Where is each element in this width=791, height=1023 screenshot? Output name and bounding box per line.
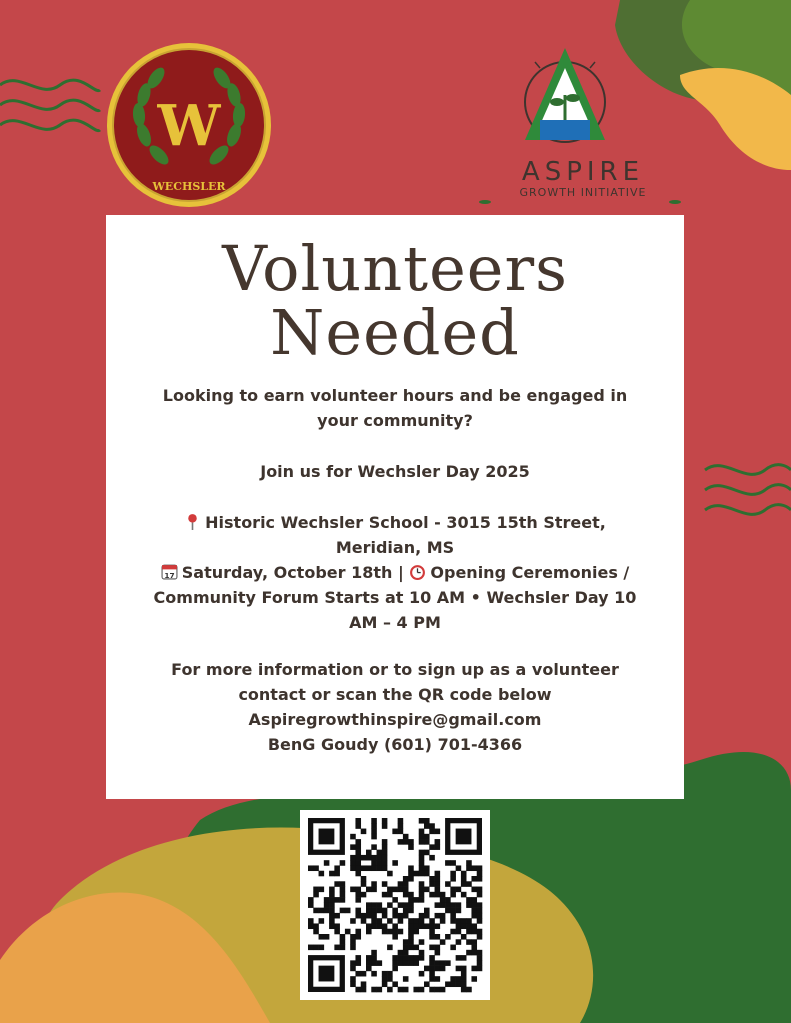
join-text: Join us for Wechsler Day 2025 [260, 462, 530, 481]
location-line [140, 510, 650, 560]
aspire-logo-tagline: GROWTH INITIATIVE [519, 186, 647, 199]
right-wave-lines [705, 465, 791, 515]
info-card [106, 215, 684, 799]
calendar-icon [161, 563, 178, 580]
page-title [106, 232, 684, 369]
schedule-date: Saturday, October 18th | [181, 563, 404, 582]
contact-info-text: For more information or to sign up as a volunteer contact or scan the QR code below [171, 660, 619, 704]
wechsler-logo-text: WECHSLER [152, 180, 226, 193]
left-wave-lines [0, 80, 100, 131]
qr-code[interactable] [300, 810, 490, 1000]
schedule-line [140, 560, 650, 635]
schedule-details: Opening Ceremonies / Community Forum Starts at 10 AM • Wechsler Day 10 AM – 4 PM [153, 563, 637, 632]
contact-phone: BenG Goudy (601) 701-4366 [267, 735, 523, 754]
alarm-clock-icon [409, 563, 426, 580]
svg-text:17: 17 [164, 570, 175, 580]
intro-text: Looking to earn volunteer hours and be engaged in your community? [162, 386, 628, 430]
title-line-1: Volunteers [222, 232, 568, 305]
wechsler-logo [104, 40, 274, 210]
aspire-logo-name: ASPIRE [521, 157, 645, 187]
location-text: Historic Wechsler School - 3015 15th Street, Meridian, MS [205, 513, 606, 557]
aspire-logo [470, 40, 690, 215]
pin-icon [184, 513, 201, 530]
contact-email[interactable]: Aspiregrowthinspire@gmail.com [248, 710, 542, 729]
title-line-2: Needed [270, 296, 520, 369]
wechsler-logo-letter: W [157, 93, 221, 159]
